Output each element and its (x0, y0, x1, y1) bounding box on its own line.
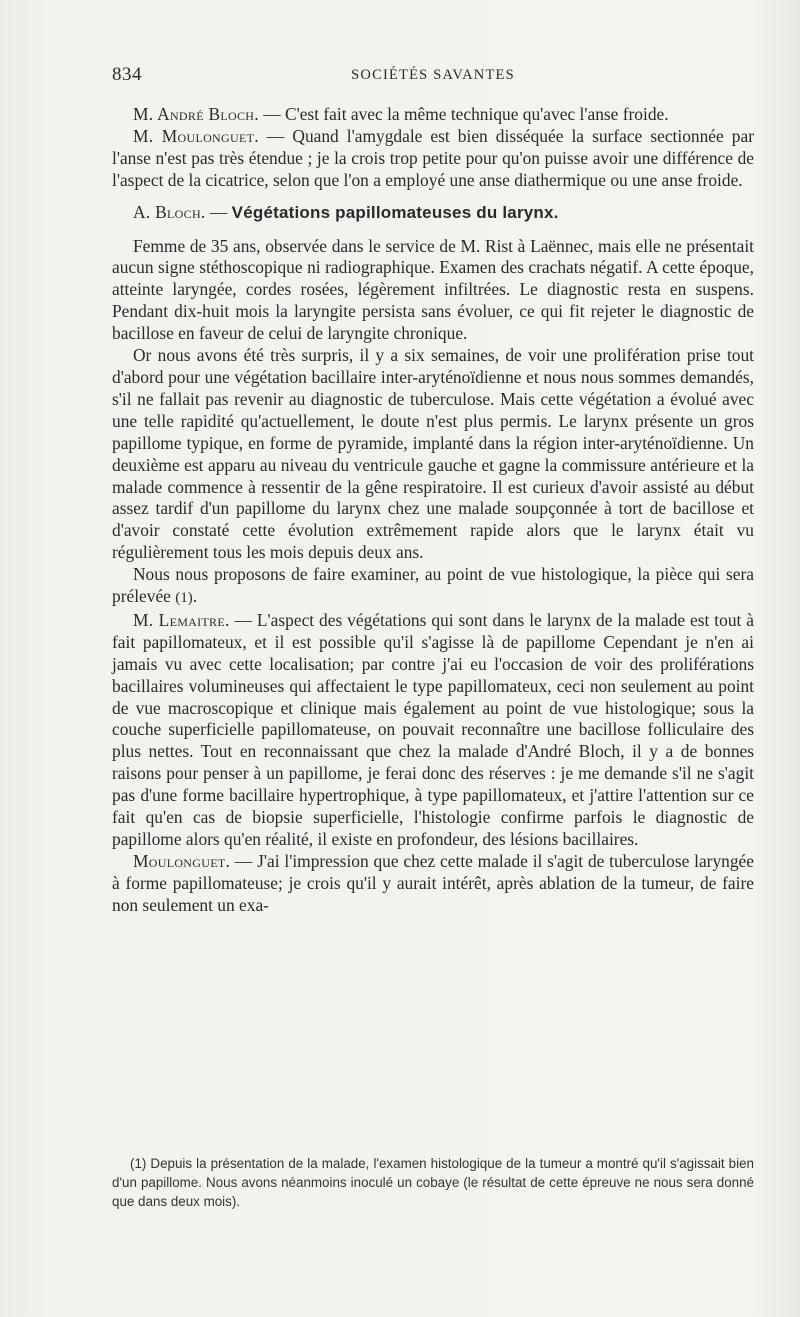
paragraph-case-1: Femme de 35 ans, observée dans le service de M. Rist à Laënnec, mais elle ne présentait aucun signe stéthoscopique ni radiographique. Examen des crachats négatif. A cette époque, atteinte laryngée, cordes rosées, légèrement infiltrées. Le diagnostic resta en suspens. Pendant dix-huit mois la laryngite persista sans évoluer, ce qui fit rejeter le diagnostic de bacillose en faveur de celui de laryngite chronique. (112, 235, 754, 344)
footnote-reference: (1) (175, 590, 193, 607)
paragraph-bloch-reply (112, 104, 754, 126)
paragraph-moulonguet-2 (112, 851, 754, 917)
title-author: A. Bloch. (133, 201, 206, 222)
body-text (112, 104, 754, 917)
section-title (112, 202, 754, 224)
paragraph-histology (112, 564, 754, 610)
page-number: 834 (112, 64, 142, 85)
paragraph-text: — J'ai l'impression que chez cette malade il s'agit de tuberculose laryngée à forme papillomateuse; je crois qu'il y aurait intérêt, après ablation de la tumeur, de faire non seulement un exa- (112, 850, 754, 915)
paragraph-case-2: Or nous avons été très surpris, il y a six semaines, de voir une prolifération prise tout d'abord pour une végétation bacillaire inter-aryténoïdienne et nous nous sommes demandés, s'il ne fallait pas revenir au diagnostic de tuberculose. Mais cette végétation a évolué avec une telle rapidité qu'actuellement, le doute n'est plus permis. Le larynx présente un gros papillome typique, en forme de pyramide, implanté dans la région inter-aryténoïdienne. Un deuxième est apparu au niveau du ventricule gauche et gagne la commissure antérieure et la malade commence à ressentir de la gêne respiratoire. Il est curieux d'avoir assisté au début assez tardif d'un papillome du larynx chez une malade soupçonnée à tort de bacillose et d'avoir constaté cette évolution extrêmement rapide alors que le larynx était vu régulièrement tous les mois depuis deux ans. (112, 345, 754, 563)
title-text: Végétations papillomateuses du larynx. (231, 202, 559, 222)
paragraph-text: Nous nous proposons de faire examiner, au point de vue histologique, la pièce qui sera prélevée (112, 564, 754, 607)
page-header (112, 64, 754, 88)
speaker-name: M. André Bloch. (133, 104, 259, 124)
speaker-name: M. Moulonguet. (133, 125, 259, 146)
speaker-name: Moulonguet. (133, 850, 231, 871)
paragraph-text: — L'aspect des végétations qui sont dans le larynx de la malade est tout à fait papillomateux, et il est possible qu'il s'agisse là de papillome Cependant je n'en ai jamais vu avec cette localisation; par contre j'ai eu l'occasion de voir des proliférations bacillaires volumineuses qui affectaient le type papillomateux, ceci non seulement au point de vue macroscopique et clinique mais également au point de vue histologique; sous la couche superficielle papillomateuse, on pouvait reconnaître une bacillose folliculaire des plus nettes. Tout en reconnaissant que chez la malade d'André Bloch, il y a de bonnes raisons pour penser à un papillome, je ferai donc des réserves : je me demande s'il ne s'agit pas d'une forme bacillaire hypertrophique, à type papillomateux, et j'attire l'attention sur ce fait qu'en cas de biopsie superficielle, l'histologie confirme parfois le diagnostic de papillome alors qu'en réalité, il existe en profondeur, des lésions bacillaires. (112, 609, 755, 849)
footnote-1: (1) Depuis la présentation de la malade, l'examen histologique de la tumeur a montré qu'il s'agissait bien d'un papillome. Nous avons néanmoins inoculé un cobaye (le résultat de cette épreuve ne nous sera donné que dans deux mois). (112, 1156, 754, 1209)
paragraph-text: — C'est fait avec la même technique qu'avec l'anse froide. (258, 104, 669, 124)
speaker-name: M. Lemaitre. (133, 609, 230, 630)
paragraph-end: . (192, 586, 198, 607)
paragraph-lemaitre (112, 610, 754, 851)
title-dash: — (205, 201, 232, 222)
footnotes (112, 1154, 754, 1211)
paragraph-moulonguet-1 (112, 126, 754, 192)
paragraph-text: — Quand l'amygdale est bien disséquée la surface sectionnée par l'anse n'est pas très étendue ; je la crois trop petite pour qu'on puisse avoir une différence de l'aspect de la cicatrice, selon que l'on a employé une anse diathermique ou une anse froide. (112, 125, 754, 190)
running-head: SOCIÉTÉS SAVANTES (351, 67, 515, 83)
